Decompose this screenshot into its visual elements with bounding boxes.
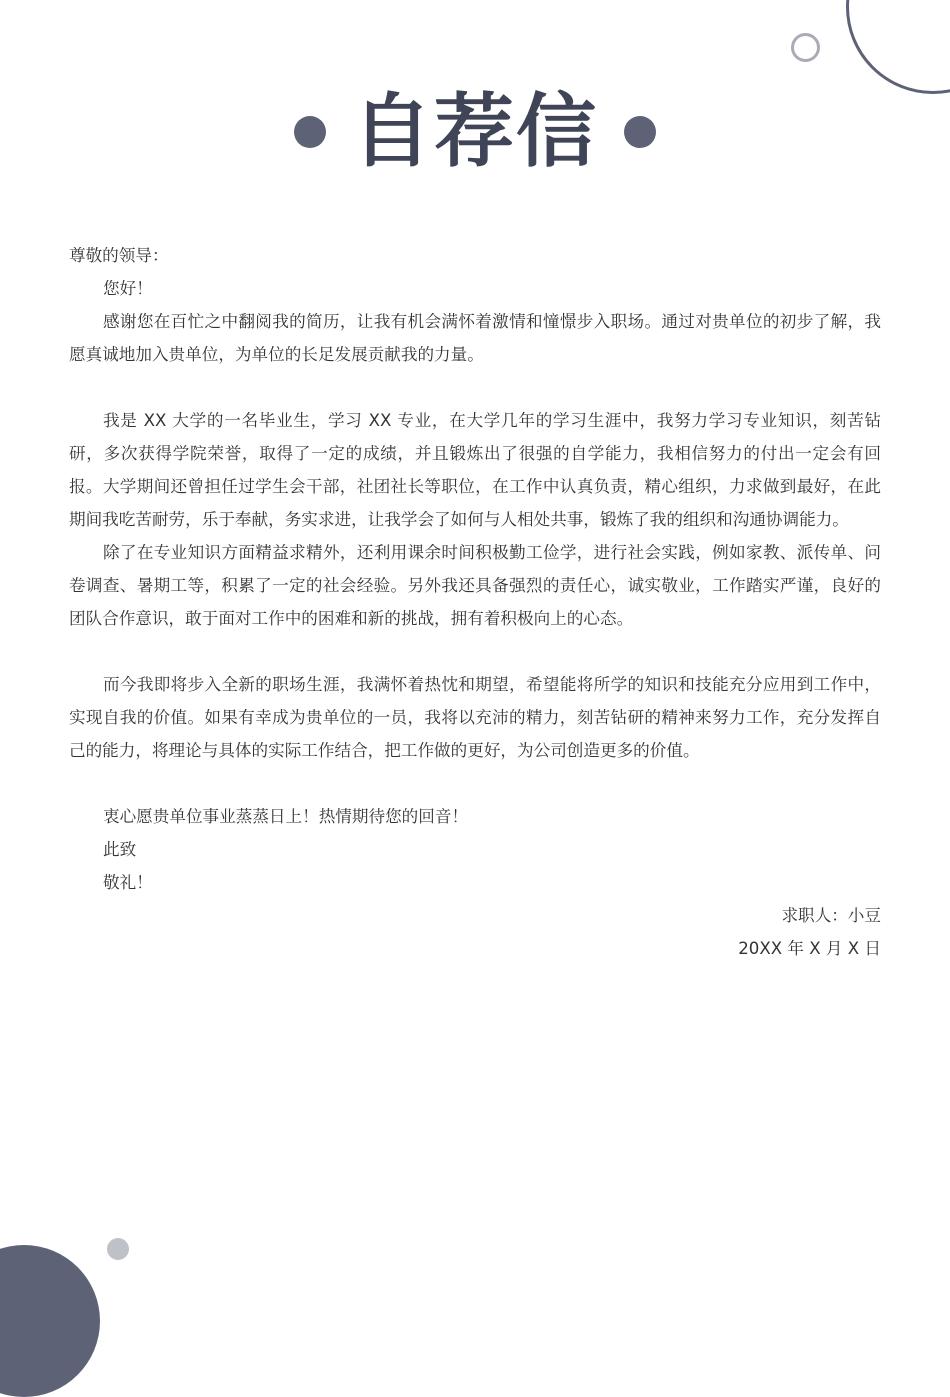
spacer bbox=[69, 371, 881, 404]
signature: 求职人：小豆 bbox=[781, 906, 881, 925]
page-title: 自荐信 bbox=[352, 85, 598, 178]
paragraph-intro: 感谢您在百忙之中翻阅我的简历，让我有机会满怀着激情和憧憬步入职场。通过对贵单位的初步了解，我愿真诚地加入贵单位，为单位的长足发展贡献我的力量。 bbox=[69, 312, 881, 364]
title-dot-right bbox=[624, 116, 656, 148]
salutation: 尊敬的领导： bbox=[69, 246, 169, 265]
closing-line-2: 敬礼！ bbox=[103, 873, 153, 892]
title-row bbox=[0, 82, 950, 182]
greeting: 您好！ bbox=[103, 279, 153, 298]
closing-wish: 衷心愿贵单位事业蒸蒸日上！热情期待您的回音！ bbox=[103, 807, 469, 826]
spacer bbox=[69, 635, 881, 668]
paragraph-experience: 除了在专业知识方面精益求精外，还利用课余时间积极勤工俭学，进行社会实践，例如家教、派传单、问卷调查、暑期工等，积累了一定的社会经验。另外我还具备强烈的责任心，诚实敬业，工作踏实严谨，良好的团队合作意识，敢于面对工作中的困难和新的挑战，拥有着积极向上的心态。 bbox=[69, 543, 881, 628]
paragraph-aspiration: 而今我即将步入全新的职场生涯，我满怀着热忱和期望，希望能将所学的知识和技能充分应用到工作中，实现自我的价值。如果有幸成为贵单位的一员，我将以充沛的精力，刻苦钻研的精神来努力工作，充分发挥自己的能力，将理论与具体的实际工作结合，把工作做的更好，为公司创造更多的价值。 bbox=[69, 675, 881, 760]
decorative-circle-bottom bbox=[0, 1245, 100, 1397]
paragraph-background: 我是 XX 大学的一名毕业生，学习 XX 专业，在大学几年的学习生涯中，我努力学习专业知识，刻苦钻研，多次获得学院荣誉，取得了一定的成绩，并且锻炼出了很强的自学能力，我相信努力的付出一定会有回报。大学期间还曾担任过学生会干部，社团社长等职位，在工作中认真负责，精心组织，力求做到最好，在此期间我吃苦耐劳，乐于奉献，务实求进，让我学会了如何与人相处共事，锻炼了我的组织和沟通协调能力。 bbox=[69, 411, 881, 529]
spacer bbox=[69, 767, 881, 800]
closing-line-1: 此致 bbox=[103, 840, 137, 859]
decorative-ring-large bbox=[846, 0, 950, 94]
date: 20XX 年 X 月 X 日 bbox=[738, 939, 881, 958]
decorative-dot-bottom bbox=[107, 1238, 129, 1260]
title-dot-left bbox=[294, 116, 326, 148]
letter-body bbox=[69, 239, 881, 965]
decorative-ring-small bbox=[791, 33, 820, 62]
